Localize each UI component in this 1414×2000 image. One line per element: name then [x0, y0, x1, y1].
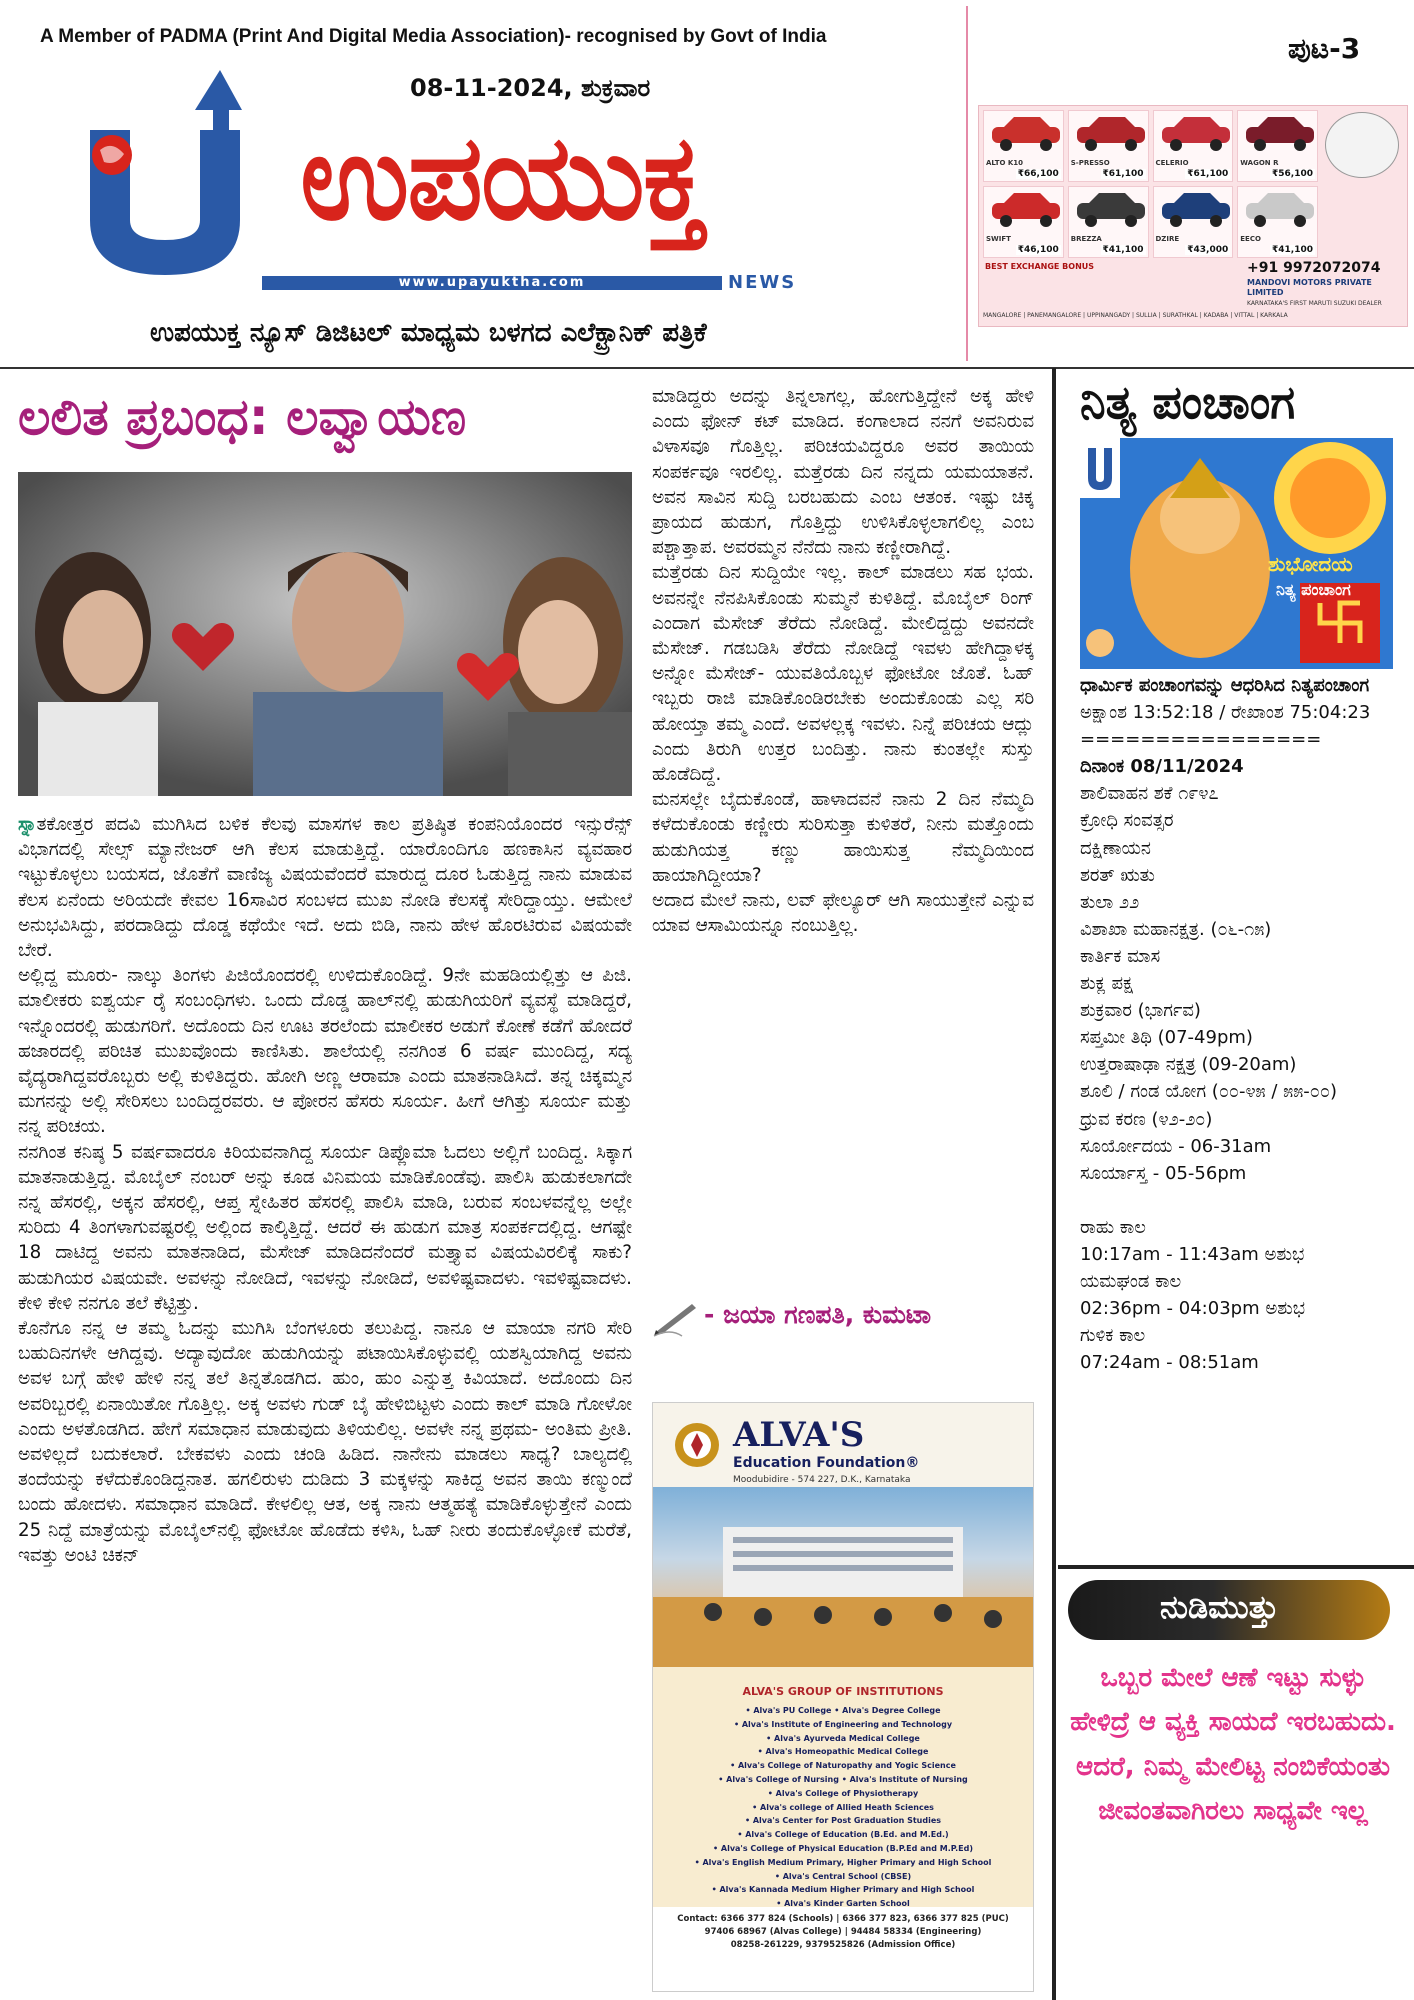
- car-name: DZIRE: [1155, 235, 1180, 243]
- institution-item: • Alva's Homeopathic Medical College: [757, 1747, 929, 1757]
- institution-item: • Alva's College of Naturopathy and Yogic Science: [730, 1761, 956, 1771]
- car-price: ₹61,100: [1102, 169, 1144, 179]
- institution-item: • Alva's College of Education (B.Ed. and M.Ed.): [737, 1830, 949, 1840]
- car-price: ₹56,100: [1272, 169, 1313, 179]
- panchanga-line: ಶುಕ್ರವಾರ (ಭಾರ್ಗವ): [1080, 1000, 1201, 1022]
- car-name: ALTO K10: [986, 159, 1024, 167]
- article-byline: [652, 1298, 1034, 1338]
- car-offer: [1068, 110, 1149, 182]
- panchanga-image-subcaption: ನಿತ್ಯ ಪಂಚಾಂಗ: [1276, 580, 1351, 599]
- panchanga-date: ದಿನಾಂಕ 08/11/2024: [1080, 756, 1244, 778]
- nudimuttu-label: ನುಡಿಮುತ್ತು: [1160, 1588, 1279, 1626]
- drop-word: ಸ್ನಾ: [18, 814, 37, 835]
- panchanga-heading: ಧಾರ್ಮಿಕ ಪಂಚಾಂಗವನ್ನು ಆಧರಿಸಿದ ನಿತ್ಯಪಂಚಾಂಗ: [1080, 675, 1370, 696]
- dealer-name: MANDOVI MOTORS PRIVATE LIMITED: [1247, 278, 1372, 297]
- car-offer: [983, 186, 1064, 258]
- panchanga-line: ಸಪ್ತಮೀ ತಿಥಿ (07-49pm): [1080, 1027, 1253, 1049]
- rahu-kala-time: 10:17am - 11:43am ಅಶುಭ: [1080, 1243, 1305, 1265]
- panchanga-image-caption: ಶುಭೋದಯ: [1268, 552, 1353, 576]
- gulika-label: ಗುಳಿಕ ಕಾಲ: [1080, 1325, 1146, 1347]
- panchanga-line: ಶರತ್ ಋತು: [1080, 864, 1155, 886]
- car-price: ₹46,100: [1017, 245, 1059, 255]
- panchanga-details: [1080, 672, 1400, 1376]
- car-name: EECO: [1240, 235, 1261, 243]
- car-icon: [1071, 189, 1149, 229]
- car-icon: [986, 113, 1064, 153]
- car-name: SWIFT: [986, 235, 1011, 243]
- couple-illustration-icon: [18, 472, 632, 796]
- car-price: ₹61,100: [1187, 169, 1229, 179]
- panchanga-line: ಕ್ರೋಧಿ ಸಂವತ್ಸರ: [1080, 810, 1174, 832]
- news-tag: NEWS: [728, 272, 797, 293]
- alvas-emblem-icon: [671, 1419, 723, 1479]
- panchanga-line: ತುಲಾ ೨೨: [1080, 891, 1140, 913]
- issue-date: 08-11-2024, ಶುಕ್ರವಾರ: [410, 74, 651, 102]
- page-number: ಪುಟ-3: [1288, 32, 1361, 65]
- alvas-subtitle: Education Foundation®: [733, 1455, 920, 1471]
- article-paragraph-text: ತಕೋತ್ತರ ಪದವಿ ಮುಗಿಸಿದ ಬಳಿಕ ಕೆಲವು ಮಾಸಗಳ ಕಾಲ ಪ್ರತಿಷ್ಠಿತ ಕಂಪನಿಯೊಂದರ ಇನ್ಸುರೆನ್ಸ್ ವಿಭಾಗದಲ್ಲಿ ಸೇಲ್ಸ್ ಮ್ಯಾನೇಜರ್ ಆಗಿ ಕೆಲಸ ಮಾಡುತ್ತಿದ್ದೆ. ಯಾರೊಂದಿಗೂ ಹಣಕಾಸಿನ ವ್ಯವಹಾರ ಇಟ್ಟುಕೊಳ್ಳಲು ಬಯಸದ, ಜೊತೆಗೆ ವಾಣಿಜ್ಯ ವಿಷಯವೆಂದರೆ ಮಾರುದ್ದ ದೂರ ಓಡುತ್ತಿದ್ದ ನಾನು ಮಾಡುವ ಕೆಲಸ ಏನೆಂದು ಅರಿಯದೇ ಕೇವಲ 16ಸಾವಿರ ಸಂಬಳದ ಮುಖ ನೋಡಿ ಕೆಲಸಕ್ಕೆ ಸೇರಿದ್ದಾಯ್ತು. ಆಮೇಲೆ ಅನುಭವಿಸಿದ್ದು, ಪರದಾಡಿದ್ದು ದೊಡ್ಡ ಕಥೆಯೇ ಇದೆ. ಅದು ಬಿಡಿ, ನಾನು ಹೇಳ ಹೊರಟಿರುವ ವಿಷಯವೇ ಬೇರೆ.: [18, 814, 632, 962]
- alvas-contact: [653, 1913, 1033, 1952]
- institution-item: • Alva's Ayurveda Medical College: [766, 1733, 920, 1743]
- institution-item: • Alva's College of Nursing • Alva's Institute of Nursing: [718, 1774, 968, 1784]
- alvas-address: Moodubidire - 574 227, D.K., Karnataka: [733, 1475, 911, 1485]
- car-price: ₹41,100: [1102, 245, 1144, 255]
- car-advertisement: [978, 105, 1408, 327]
- article-paragraph: ಕೊನೆಗೂ ನನ್ನ ಆ ತಮ್ಮ ಓದನ್ನು ಮುಗಿಸಿ ಬೆಂಗಳೂರು ತಲುಪಿದ್ದ. ನಾನೂ ಆ ಮಾಯಾ ನಗರಿ ಸೇರಿ ಬಹುದಿನಗಳೇ ಆಗಿದ್ದವು. ಅದ್ಯಾವುದೋ ಹುಡುಗಿಯನ್ನು ಪಟಾಯಿಸಿಕೊಳ್ಳುವಲ್ಲಿ ಯಶಸ್ವಿಯಾಗಿದ್ದ ಅವನು ಅವಳ ಬಗ್ಗೆ ಹೇಳಿ ಹೇಳಿ ನನ್ನ ತಲೆ ತಿನ್ನತೊಡಗಿದ. ಹುಂ, ಹುಂ ಎನ್ನುತ್ತ ಕಿವಿಯಾದೆ. ಅದೊಂದು ದಿನ ಅವರಿಬ್ಬರಲ್ಲಿ ಏನಾಯಿತೋ ಗೊತ್ತಿಲ್ಲ. ಅಕ್ಕ ಅವಳು ಗುಡ್ ಬೈ ಹೇಳಿಬಿಟ್ಟಳು ಎಂದು ಕಾಲ್ ಮಾಡಿ ಗೋಳೋ ಎಂದು ಅಳತೊಡಗಿದ. ಹೇಗೆ ಸಮಾಧಾನ ಮಾಡುವುದು ತಿಳಿಯಲಿಲ್ಲ. ಅವಳೇ ನನ್ನ ಪ್ರಥಮ- ಅಂತಿಮ ಪ್ರೀತಿ. ಅವಳಿಲ್ಲದೆ ಬದುಕಲಾರೆ. ಬೇಕವಳು ಎಂದು ಚಂಡಿ ಹಿಡಿದ. ನಾನೇನು ಮಾಡಲು ಸಾಧ್ಯ? ಬಾಲ್ಯದಲ್ಲಿ ತಂದೆಯನ್ನು ಕಳೆದುಕೊಂಡಿದ್ದನಾತ. ಹಗಲಿರುಳು ದುಡಿದು 3 ಮಕ್ಕಳನ್ನು ಸಾಕಿದ್ದ ಅವನ ತಾಯಿ ಕಣ್ಮುಂದೆ ಬಂದು ಹೋದಳು. ಸಮಾಧಾನ ಮಾಡಿದೆ. ಕೇಳಲಿಲ್ಲ ಆತ, ಅಕ್ಕ ನಾನು ಆತ್ಮಹತ್ಯೆ ಮಾಡಿಕೊಳ್ಳುತ್ತೇನೆ ಎಂದು 25 ನಿದ್ದೆ ಮಾತ್ರೆಯನ್ನು ಮೊಬೈಲ್‌ನಲ್ಲಿ ಫೋಟೋ ಹೊಡೆದು ಕಳಿಸಿ, ಓಹ್ ನೀರು ತಂದುಕೊಳ್ಳೋಕೆ ಮರೆತೆ, ಇವತ್ತು ಅಂಟಿ ಚಿಕನ್: [18, 1318, 632, 1566]
- car-price: ₹43,000: [1187, 245, 1229, 255]
- panchanga-line: ವಿಶಾಖಾ ಮಹಾನಕ್ಷತ್ರ. (೦೬-೧೫): [1080, 918, 1272, 940]
- institutions-title: ALVA'S GROUP OF INSTITUTIONS: [742, 1685, 944, 1698]
- institutions-list: [653, 1704, 1033, 1911]
- masthead-tagline: ಉಪಯುಕ್ತ ನ್ಯೂಸ್ ಡಿಜಿಟಲ್ ಮಾಧ್ಯಮ ಬಳಗದ ಎಲೆಕ್ಟ್ರಾನಿಕ್ ಪತ್ರಿಕೆ: [150, 318, 707, 348]
- article-column-1: [18, 812, 632, 1568]
- article-paragraph: ಅಲ್ಲಿದ್ದ ಮೂರು- ನಾಲ್ಕು ತಿಂಗಳು ಪಿಜಿಯೊಂದರಲ್ಲಿ ಉಳಿದುಕೊಂಡಿದ್ದೆ. 9ನೇ ಮಹಡಿಯಲ್ಲಿತ್ತು ಆ ಪಿಜಿ. ಮಾಲೀಕರು ಐಶ್ವರ್ಯ ರೈ ಸಂಬಂಧಿಗಳು. ಒಂದು ದೊಡ್ಡ ಹಾಲ್‌ನಲ್ಲಿ ಹುಡುಗಿಯರಿಗೆ ವ್ಯವಸ್ಥೆ ಮಾಡಿದ್ದರೆ, ಇನ್ನೊಂದರಲ್ಲಿ ಹುಡುಗರಿಗೆ. ಅದೊಂದು ದಿನ ಊಟ ತರಲೆಂದು ಮಾಲೀಕರ ಅಡುಗೆ ಕೋಣೆ ಕಡೆಗೆ ಹೋದರೆ ಹಜಾರದಲ್ಲಿ ಪರಿಚಿತ ಮುಖವೊಂದು ಕಾಣಿಸಿತು. ಶಾಲೆಯಲ್ಲಿ ನನಗಿಂತ 6 ವರ್ಷ ಮುಂದಿದ್ದ, ಸದ್ಯ ವೈದ್ಯರಾಗಿದ್ದವರೊಬ್ಬರು ಅಲ್ಲಿ ಕುಳಿತಿದ್ದರು. ಹೋಗಿ ಅಣ್ಣ ಆರಾಮಾ ಎಂದು ಮಾತನಾಡಿಸಿದೆ. ತನ್ನ ಚಿಕ್ಕಮ್ಮನ ಮಗನನ್ನು ಅಲ್ಲಿ ಸೇರಿಸಲು ಬಂದಿದ್ದರವರು. ಆ ಪೋರನ ಹೆಸರು ಸೂರ್ಯ. ಹೀಗೆ ಆಗಿತ್ತು ಸೂರ್ಯ ಮತ್ತು ನನ್ನ ಪರಿಚಯ.: [18, 965, 632, 1138]
- article-column-2: [652, 384, 1034, 938]
- car-price: ₹66,100: [1017, 169, 1059, 179]
- dealer-subtitle: KARNATAKA'S FIRST MARUTI SUZUKI DEALER: [1247, 300, 1382, 307]
- car-icon: [1156, 189, 1234, 229]
- car-name: S-PRESSO: [1070, 159, 1110, 167]
- institution-item: • Alva's College of Physical Education (B.P.Ed and M.P.Ed): [712, 1843, 974, 1853]
- campus-photo: [653, 1487, 1033, 1667]
- article-paragraph: [18, 812, 632, 963]
- car-icon: [1240, 113, 1318, 153]
- panchanga-title: ನಿತ್ಯ ಪಂಚಾಂಗ: [1080, 375, 1296, 429]
- car-name: BREZZA: [1070, 235, 1102, 243]
- article-headline: ಲಲಿತ ಪ್ರಬಂಧ: ಲವ್ವಾಯಣ: [18, 388, 467, 446]
- institution-item: • Alva's College of Physiotherapy: [767, 1788, 919, 1798]
- divider: [966, 6, 968, 361]
- car-offer: [1237, 110, 1318, 182]
- institution-item: • Alva's PU College • Alva's Degree College: [745, 1706, 941, 1715]
- yamaghanda-label: ಯಮಘಂಡ ಕಾಲ: [1080, 1270, 1182, 1292]
- panchanga-line: ಸೂರ್ಯಾಸ್ತ - 05-56pm: [1080, 1162, 1247, 1184]
- campus-building-icon: [653, 1487, 1033, 1667]
- car-icon: [1156, 113, 1234, 153]
- institution-item: • Alva's Kinder Garten School: [776, 1899, 910, 1909]
- car-offer: [983, 110, 1064, 182]
- panchanga-line: ಶುಕ್ಲ ಪಕ್ಷ: [1080, 973, 1133, 995]
- institution-item: • Alva's Center for Post Graduation Studies: [744, 1816, 942, 1826]
- contact-line: 08258-261229, 9379525826 (Admission Office): [730, 1940, 956, 1950]
- article-paragraph: ನನಗಿಂತ ಕನಿಷ್ಠ 5 ವರ್ಷವಾದರೂ ಕಿರಿಯವನಾಗಿದ್ದ ಸೂರ್ಯ ಡಿಪ್ಲೊಮಾ ಓದಲು ಅಲ್ಲಿಗೆ ಬಂದಿದ್ದ. ಸಿಕ್ಕಾಗ ಮಾತನಾಡುತ್ತಿದ್ದ. ಮೊಬೈಲ್ ನಂಬರ್ ಅನ್ನು ಕೂಡ ವಿನಿಮಯ ಮಾಡಿಕೊಂಡೆವು. ಪಾಲಿಸಿ ಹುಡುಕಲಾಗದೇ ನನ್ನ ಹೆಸರಲ್ಲಿ, ಅಕ್ಕನ ಹೆಸರಲ್ಲಿ, ಆಪ್ತ ಸ್ನೇಹಿತರ ಹೆಸರಲ್ಲಿ ಪಾಲಿಸಿ ಮಾಡಿ, ಬರುವ ಸಂಬಳವನ್ನೆಲ್ಲ ಅಲ್ಲೇ ಸುರಿದು 4 ತಿಂಗಳಾಗುವಷ್ಟರಲ್ಲಿ ಅಲ್ಲಿಂದ ಕಾಲ್ಕಿತ್ತಿದ್ದೆ. ಆದರೆ ಈ ಹುಡುಗ ಮಾತ್ರ ಸಂಪರ್ಕದಲ್ಲಿದ್ದ. ಆಗಷ್ಟೇ 18 ದಾಟಿದ್ದ ಅವನು ಮಾತನಾಡಿದ, ಮೆಸೇಜ್ ಮಾಡಿದನೆಂದರೆ ಮತ್ತ್ಯಾವ ವಿಷಯವಿರಲಿಕ್ಕೆ ಸಾಕು? ಹುಡುಗಿಯರ ವಿಷಯವೇ. ಅವಳನ್ನು ನೋಡಿದೆ, ಇವಳನ್ನು ನೋಡಿದೆ, ಅವಳಿಷ್ಟವಾದಳು. ಇವಳಿಷ್ಟವಾದಳು. ಕೇಳಿ ಕೇಳಿ ನನಗೂ ತಲೆ ಕೆಟ್ಟಿತ್ತು.: [18, 1141, 632, 1314]
- divider: [1058, 1565, 1414, 1569]
- dealer-locations: MANGALORE | PANEMANGALORE | UPPINANGADY | SULLIA | SURATHKAL | KADABA | VITTAL | KARKALA: [983, 312, 1288, 319]
- panchanga-line: ಸೂರ್ಯೋದಯ - 06-31am: [1080, 1135, 1272, 1157]
- exchange-bonus: BEST EXCHANGE BONUS: [985, 262, 1095, 271]
- panchanga-line: ಧ್ರುವ ಕರಣ (೪೨-೨೦): [1080, 1108, 1213, 1130]
- nudimuttu-quote: ಒಬ್ಬರ ಮೇಲೆ ಆಣೆ ಇಟ್ಟು ಸುಳ್ಳು ಹೇಳಿದ್ರೆ ಆ ವ್ಯಕ್ತಿ ಸಾಯದೆ ಇರಬಹುದು. ಆದರೆ, ನಿಮ್ಮ ಮೇಲಿಟ್ಟ ನಂಬಿಕೆಯಂತು ಜೀವಂತವಾಗಿರಲು ಸಾಧ್ಯವೇ ಇಲ್ಲ: [1070, 1663, 1396, 1827]
- panchanga-line: ದಕ್ಷಿಣಾಯನ: [1080, 837, 1151, 859]
- upayuktha-logo-icon: [70, 70, 300, 290]
- article-paragraph: ಮತ್ತೆರಡು ದಿನ ಸುದ್ದಿಯೇ ಇಲ್ಲ. ಕಾಲ್ ಮಾಡಲು ಸಹ ಭಯ. ಅವನನ್ನೇ ನೆನಪಿಸಿಕೊಂಡು ಸುಮ್ಮನೆ ಕುಳಿತಿದ್ದೆ. ಮೊಬೈಲ್ ರಿಂಗ್ ಎಂದಾಗ ಮೆಸೇಜ್ ತೆರೆದು ನೋಡಿದ್ದೆ. ಮೇಲಿದ್ದದ್ದು ಅವನದೇ ಮೆಸೇಜ್. ಗಡಬಡಿಸಿ ತೆರೆದು ನೋಡಿದ್ದೆ ಇವಳು ಹೇಗಿದ್ದಾಳಕ್ಕ ಅನ್ನೋ ಮೆಸೇಜ್- ಯುವತಿಯೊಬ್ಬಳ ಫೋಟೋ ಜೊತೆ. ಓಹ್ ಇಬ್ಬರು ರಾಜಿ ಮಾಡಿಕೊಂಡಿರಬೇಕು ಅಂದುಕೊಂಡು ಎಲ್ಲ ಸರಿ ಹೋಯ್ತಾ ತಮ್ಮ ಎಂದೆ. ಅವಳಲ್ಲಕ್ಕ ಇವಳು. ನಿನ್ನೆ ಪರಿಚಯ ಆದ್ಲು ಎಂದು ತಿರುಗಿ ಉತ್ತರ ಬಂದಿತ್ತು. ನಾನು ಕುಂತಲ್ಲೇ ಸುಸ್ತು ಹೊಡೆದಿದ್ದೆ.: [652, 562, 1034, 786]
- car-offer: [1237, 186, 1318, 258]
- panchanga-line: ಶೂಲಿ / ಗಂಡ ಯೋಗ (೦೦-೪೫ / ೫೫-೦೦): [1080, 1081, 1337, 1103]
- yamaghanda-time: 02:36pm - 04:03pm ಅಶುಭ: [1080, 1298, 1306, 1320]
- panchanga-lines: [1080, 780, 1400, 1186]
- institution-item: • Alva's Central School (CBSE): [774, 1871, 912, 1881]
- car-offer: [1153, 110, 1234, 182]
- author-name: - ಜಯಾ ಗಣಪತಿ, ಕುಮಟಾ: [704, 1300, 932, 1329]
- car-icon: [986, 189, 1064, 229]
- article-paragraph: ಅದಾದ ಮೇಲೆ ನಾನು, ಲವ್ ಫೇಲ್ಯೂರ್ ಆಗಿ ಸಾಯುತ್ತೇನೆ ಎನ್ನುವ ಯಾವ ಆಸಾಮಿಯನ್ನೂ ನಂಬುತ್ತಿಲ್ಲ.: [652, 890, 1034, 937]
- separator: ================: [1080, 729, 1322, 751]
- panchanga-image: [1080, 438, 1393, 669]
- car-icon: [1240, 189, 1318, 229]
- masthead-title: ಉಪಯುಕ್ತ: [300, 108, 704, 246]
- institution-item: • Alva's Institute of Engineering and Technology: [733, 1719, 953, 1729]
- car-offer: [1153, 186, 1234, 258]
- divider: [1052, 368, 1056, 2000]
- latitude-longitude: ಅಕ್ಷಾಂಶ 13:52:18 / ರೇಖಾಂಶ 75:04:23: [1080, 702, 1371, 724]
- dealer-phone: +91 9972072074: [1247, 260, 1381, 276]
- alvas-advertisement: [652, 1402, 1034, 1992]
- panchanga-line: ಶಾಲಿವಾಹನ ಶಕೆ ೧೯೪೭: [1080, 783, 1219, 805]
- rahu-kala-label: ರಾಹು ಕಾಲ: [1080, 1216, 1146, 1238]
- article-paragraph: ಮನಸಲ್ಲೇ ಬೈದುಕೊಂಡೆ, ಹಾಳಾದವನೆ ನಾನು 2 ದಿನ ನೆಮ್ಮದಿ ಕಳೆದುಕೊಂಡು ಕಣ್ಣೀರು ಸುರಿಸುತ್ತಾ ಕುಳಿತರೆ, ನೀನು ಮತ್ತೊಂದು ಹುಡುಗಿಯತ್ತ ಕಣ್ಣು ಹಾಯಿಸುತ್ತ ನೆಮ್ಮದಿಯಿಂದ ಹಾಯಾಗಿದ್ದೀಯಾ?: [652, 789, 1034, 886]
- contact-line: Contact: 6366 377 824 (Schools) | 6366 377 823, 6366 377 825 (PUC): [677, 1914, 1009, 1924]
- alvas-name: ALVA'S: [733, 1415, 865, 1455]
- panchanga-line: ಉತ್ತರಾಷಾಢಾ ನಕ್ಷತ್ರ (09-20am): [1080, 1054, 1297, 1076]
- panchanga-line: ಕಾರ್ತಿಕ ಮಾಸ: [1080, 945, 1161, 967]
- padma-membership-line: A Member of PADMA (Print And Digital Media Association)- recognised by Govt of India: [40, 26, 827, 47]
- divider: [0, 367, 1414, 369]
- car-name: WAGON R: [1240, 159, 1279, 167]
- article-photo: [18, 472, 632, 796]
- award-seal-icon: [1325, 112, 1399, 178]
- masthead-url: www.upayuktha.com: [262, 276, 722, 290]
- contact-line: 97406 68967 (Alvas College) | 94484 58334 (Engineering): [704, 1927, 982, 1937]
- institutions-panel: [653, 1667, 1033, 1907]
- car-price: ₹41,100: [1272, 245, 1313, 255]
- institution-item: • Alva's Kannada Medium Higher Primary and High School: [711, 1885, 975, 1895]
- car-icon: [1071, 113, 1149, 153]
- institution-item: • Alva's English Medium Primary, Higher Primary and High School: [694, 1857, 992, 1867]
- institution-item: • Alva's college of Allied Heath Sciences: [752, 1802, 934, 1812]
- gulika-time: 07:24am - 08:51am: [1080, 1352, 1259, 1374]
- quill-pen-icon: [652, 1298, 700, 1338]
- car-offer: [1068, 186, 1149, 258]
- car-name: CELERIO: [1155, 159, 1189, 167]
- article-paragraph: ಮಾಡಿದ್ದರು ಅದನ್ನು ತಿನ್ನಲಾಗಲ್ಲ, ಹೋಗುತ್ತಿದ್ದೇನೆ ಅಕ್ಕ ಹೇಳಿ ಎಂದು ಫೋನ್ ಕಟ್ ಮಾಡಿದ. ಕಂಗಾಲಾದ ನನಗೆ ಅವನಿರುವ ವಿಳಾಸವೂ ಗೊತ್ತಿಲ್ಲ. ಪರಿಚಯವಿದ್ದರೂ ಅವರ ತಾಯಿಯ ಸಂಪರ್ಕವೂ ಇರಲಿಲ್ಲ. ಮತ್ತೆರಡು ದಿನ ನನ್ನದು ಯಮಯಾತನೆ. ಅವನ ಸಾವಿನ ಸುದ್ದಿ ಬರಬಹುದು ಎಂಬ ಆತಂಕ. ಇಷ್ಟು ಚಿಕ್ಕ ಪ್ರಾಯದ ಹುಡುಗ, ಗೊತ್ತಿದ್ದು ಉಳಿಸಿಕೊಳ್ಳಲಾಗಲಿಲ್ಲ ಎಂಬ ಪಶ್ಚಾತ್ತಾಪ. ಅವರಮ್ಮನ ನೆನೆದು ನಾನು ಕಣ್ಣೀರಾಗಿದ್ದೆ.: [652, 386, 1034, 559]
